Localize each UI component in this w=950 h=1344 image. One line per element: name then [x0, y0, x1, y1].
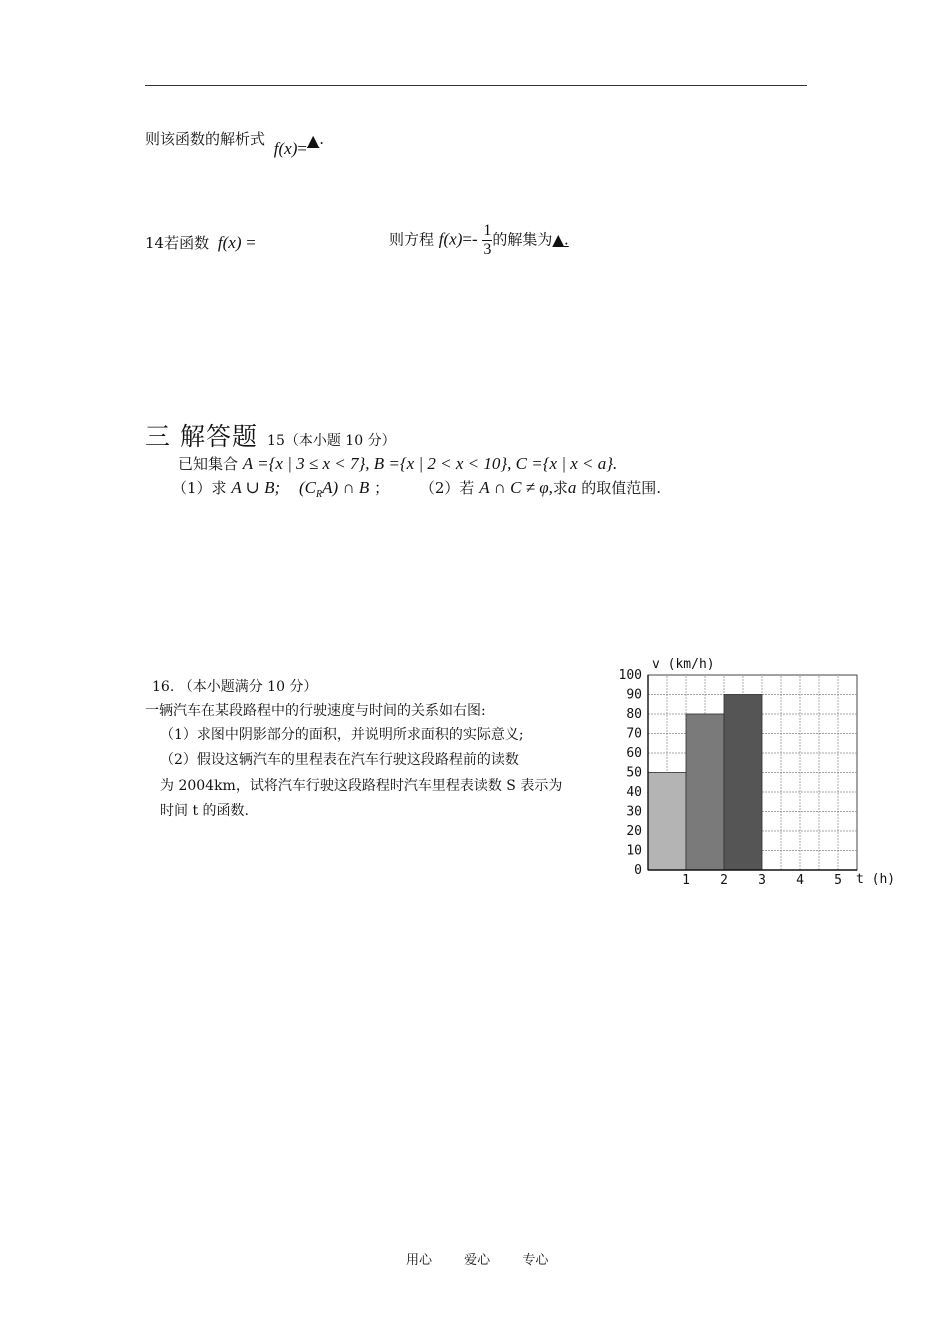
q14-eq2: =-: [462, 229, 478, 249]
velocity-time-chart: [600, 650, 900, 895]
q15-line1: [178, 453, 617, 474]
q16-line3: （2）假设这辆汽车的里程表在汽车行驶这段路程前的读数: [160, 752, 519, 768]
y-tick-label: 70: [626, 726, 642, 742]
x-tick-label: 1: [682, 873, 690, 888]
q16-line4: 为 2004km，试将汽车行驶这段路程时汽车里程表读数 S 表示为: [160, 778, 563, 794]
q15-part1-label: （1）求: [172, 479, 227, 497]
q13-blank: ▲: [306, 131, 320, 150]
q13-fx: f(x): [273, 139, 298, 158]
q14-fx2: f(x): [438, 229, 463, 249]
q15-part2-qiu: 求: [552, 479, 568, 497]
q16-line5: 时间 t 的函数.: [160, 803, 249, 819]
q16-header: 16. （本小题满分 10 分）: [152, 679, 318, 695]
y-tick-label: 100: [618, 668, 642, 683]
q16-line1: 一辆汽车在某段路程中的行驶速度与时间的关系如右图:: [145, 703, 486, 719]
section-heading: [145, 417, 396, 453]
y-tick-label: 80: [626, 707, 642, 722]
q15-part2-label: （2）若: [419, 479, 475, 497]
footer-item-3: 专心: [522, 1253, 549, 1268]
q15-line2: [172, 477, 661, 500]
q14-lead: 若函数: [164, 234, 210, 252]
q15-part1-inter: A) ∩ B: [322, 478, 370, 497]
chart-xticks: [682, 873, 842, 888]
footer: [392, 1249, 562, 1268]
y-tick-label: 40: [626, 785, 642, 800]
q14-number: 14: [145, 234, 165, 252]
q14-text2: 则方程: [389, 230, 435, 249]
q15-part2-end: 的取值范围.: [581, 479, 661, 497]
x-tick-label: 3: [758, 873, 766, 888]
q15-part1-comp: (C: [298, 478, 316, 497]
y-tick-label: 90: [626, 687, 642, 703]
bar-1: [648, 773, 686, 871]
q13-line: [145, 128, 325, 158]
q15-part2-cond: A ∩ C ≠ φ,: [479, 478, 553, 497]
q15-lead: 已知集合: [178, 455, 239, 473]
top-rule: [145, 85, 807, 86]
q13-text: 则该函数的解析式: [145, 130, 266, 148]
q15-part1-end: ；: [374, 479, 390, 497]
bar-3: [724, 695, 762, 871]
y-tick-label: 60: [626, 746, 642, 761]
q14-text3: 的解集为: [492, 230, 553, 249]
section-title: 三 解答题: [145, 422, 258, 451]
chart-yticks: [619, 668, 642, 878]
q14-line-right: [389, 222, 569, 259]
x-tick-label: 2: [720, 873, 728, 888]
q13-eq: =: [297, 139, 307, 158]
q15-sets: A ={x | 3 ≤ x < 7}, B ={x | 2 < x < 10}, C ={x | x < a}.: [242, 454, 618, 473]
q14-fraction: [482, 222, 492, 259]
q13-period: .: [319, 130, 325, 148]
y-tick-label: 10: [626, 843, 642, 859]
y-tick-label: 30: [626, 804, 642, 820]
chart-ylabel: v (km/h): [652, 657, 715, 672]
q15-part1-union: A ∪ B;: [231, 478, 281, 497]
q14-fx: f(x): [217, 233, 242, 252]
q15-part2-a: a: [567, 478, 577, 497]
y-tick-label: 0: [634, 863, 642, 878]
y-tick-label: 50: [626, 765, 642, 781]
q14-frac-den: 3: [483, 241, 492, 258]
q16-line2: （1）求图中阴影部分的面积，并说明所求面积的实际意义;: [160, 727, 524, 743]
chart-xlabel: t (h): [856, 872, 896, 887]
y-tick-label: 20: [626, 824, 642, 839]
q14-frac-num: 1: [483, 222, 492, 239]
q14-blank: ▲.: [552, 230, 569, 249]
q15-header: 15（本小题 10 分）: [267, 433, 396, 449]
footer-item-1: 用心: [406, 1253, 433, 1268]
footer-item-2: 爱心: [464, 1253, 491, 1268]
q15-part1-sub: R: [315, 489, 323, 500]
x-tick-label: 4: [796, 873, 804, 888]
x-tick-label: 5: [834, 873, 842, 888]
q14-line-left: [145, 232, 256, 253]
bar-2: [686, 714, 724, 870]
q14-eq: =: [246, 233, 256, 252]
